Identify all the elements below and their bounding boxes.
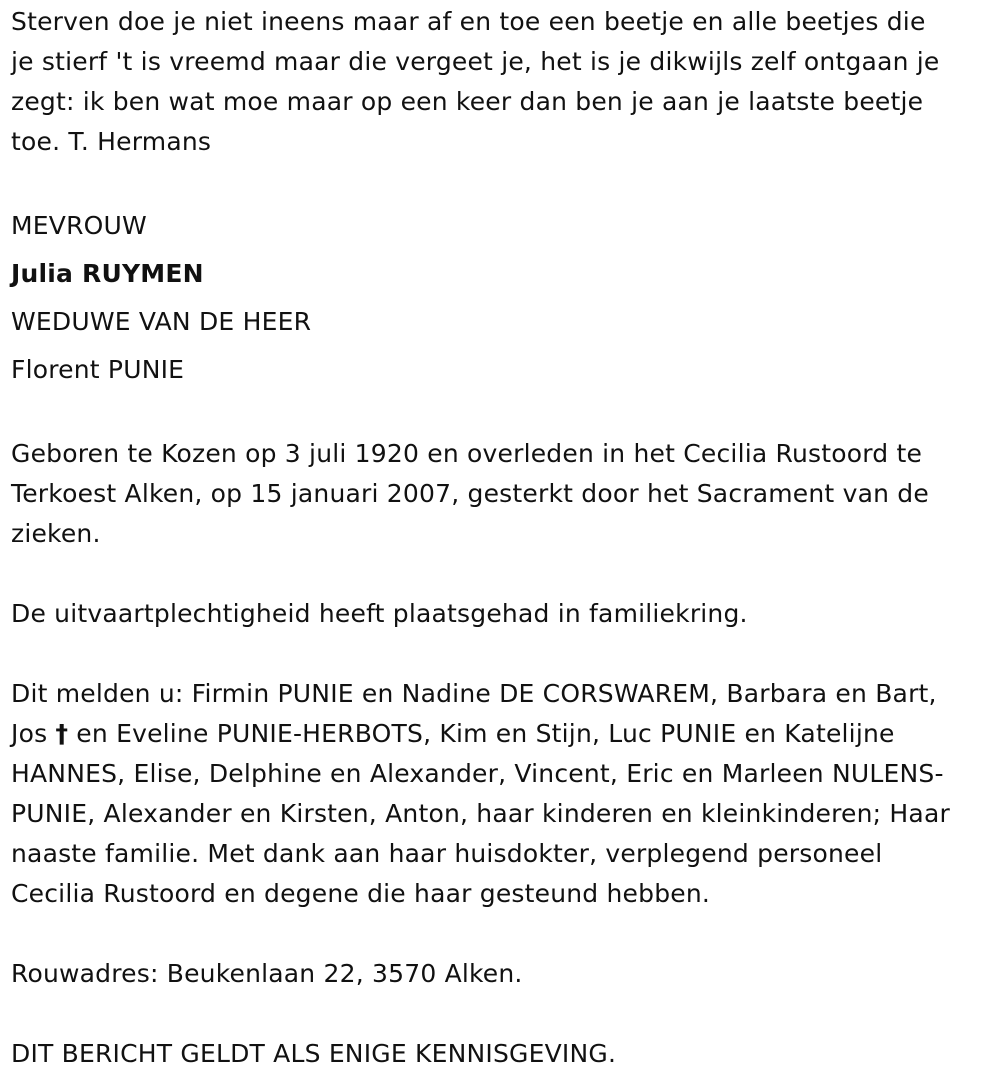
- cross-icon: †: [55, 719, 69, 748]
- birth-death-paragraph: [11, 434, 991, 554]
- poem-line-4: toe. T. Hermans: [11, 127, 212, 156]
- notice-text: DIT BERICHT GELDT ALS ENIGE KENNISGEVING.: [11, 1039, 617, 1068]
- spacer: [11, 914, 991, 954]
- obituary-document: [11, 2, 991, 1074]
- spacer: [11, 994, 991, 1034]
- family-line-2: [11, 714, 991, 754]
- spacer: [11, 554, 991, 594]
- address-text: Rouwadres: Beukenlaan 22, 3570 Alken.: [11, 959, 523, 988]
- spacer: [11, 394, 991, 434]
- poem-line-1: Sterven doe je niet ineens maar af en toe een beetje en alle beetjes die: [11, 7, 926, 36]
- family-paragraph: [11, 674, 991, 914]
- family-line-5: naaste familie. Met dank aan haar huisdokter, verplegend personeel: [11, 839, 883, 868]
- funeral-paragraph: [11, 594, 991, 634]
- deceased-block: [11, 202, 991, 394]
- family-line-2-suffix: en Eveline PUNIE-HERBOTS, Kim en Stijn, Luc PUNIE en Katelijne: [68, 719, 895, 748]
- family-line-1: Dit melden u: Firmin PUNIE en Nadine DE CORSWAREM, Barbara en Bart,: [11, 679, 937, 708]
- family-line-4: PUNIE, Alexander en Kirsten, Anton, haar kinderen en kleinkinderen; Haar: [11, 799, 950, 828]
- poem-line-3: zegt: ik ben wat moe maar op een keer dan ben je aan je laatste beetje: [11, 87, 924, 116]
- deceased-relation: WEDUWE VAN DE HEER: [11, 307, 312, 336]
- deceased-title: MEVROUW: [11, 211, 147, 240]
- address-paragraph: [11, 954, 991, 994]
- family-line-2-prefix: Jos: [11, 719, 56, 748]
- deceased-spouse: Florent PUNIE: [11, 355, 185, 384]
- funeral-text: De uitvaartplechtigheid heeft plaatsgehad in familiekring.: [11, 599, 748, 628]
- notice-paragraph: [11, 1034, 991, 1074]
- family-line-3: HANNES, Elise, Delphine en Alexander, Vincent, Eric en Marleen NULENS-: [11, 759, 944, 788]
- spacer: [11, 162, 991, 202]
- poem-line-2: je stierf 't is vreemd maar die vergeet je, het is je dikwijls zelf ontgaan je: [11, 47, 940, 76]
- birth-death-line-1: Geboren te Kozen op 3 juli 1920 en overleden in het Cecilia Rustoord te: [11, 439, 923, 468]
- birth-death-line-3: zieken.: [11, 519, 101, 548]
- spacer: [11, 634, 991, 674]
- family-line-6: Cecilia Rustoord en degene die haar gesteund hebben.: [11, 879, 711, 908]
- birth-death-line-2: Terkoest Alken, op 15 januari 2007, gesterkt door het Sacrament van de: [11, 479, 929, 508]
- poem-paragraph: [11, 2, 991, 162]
- deceased-name: Julia RUYMEN: [11, 259, 204, 288]
